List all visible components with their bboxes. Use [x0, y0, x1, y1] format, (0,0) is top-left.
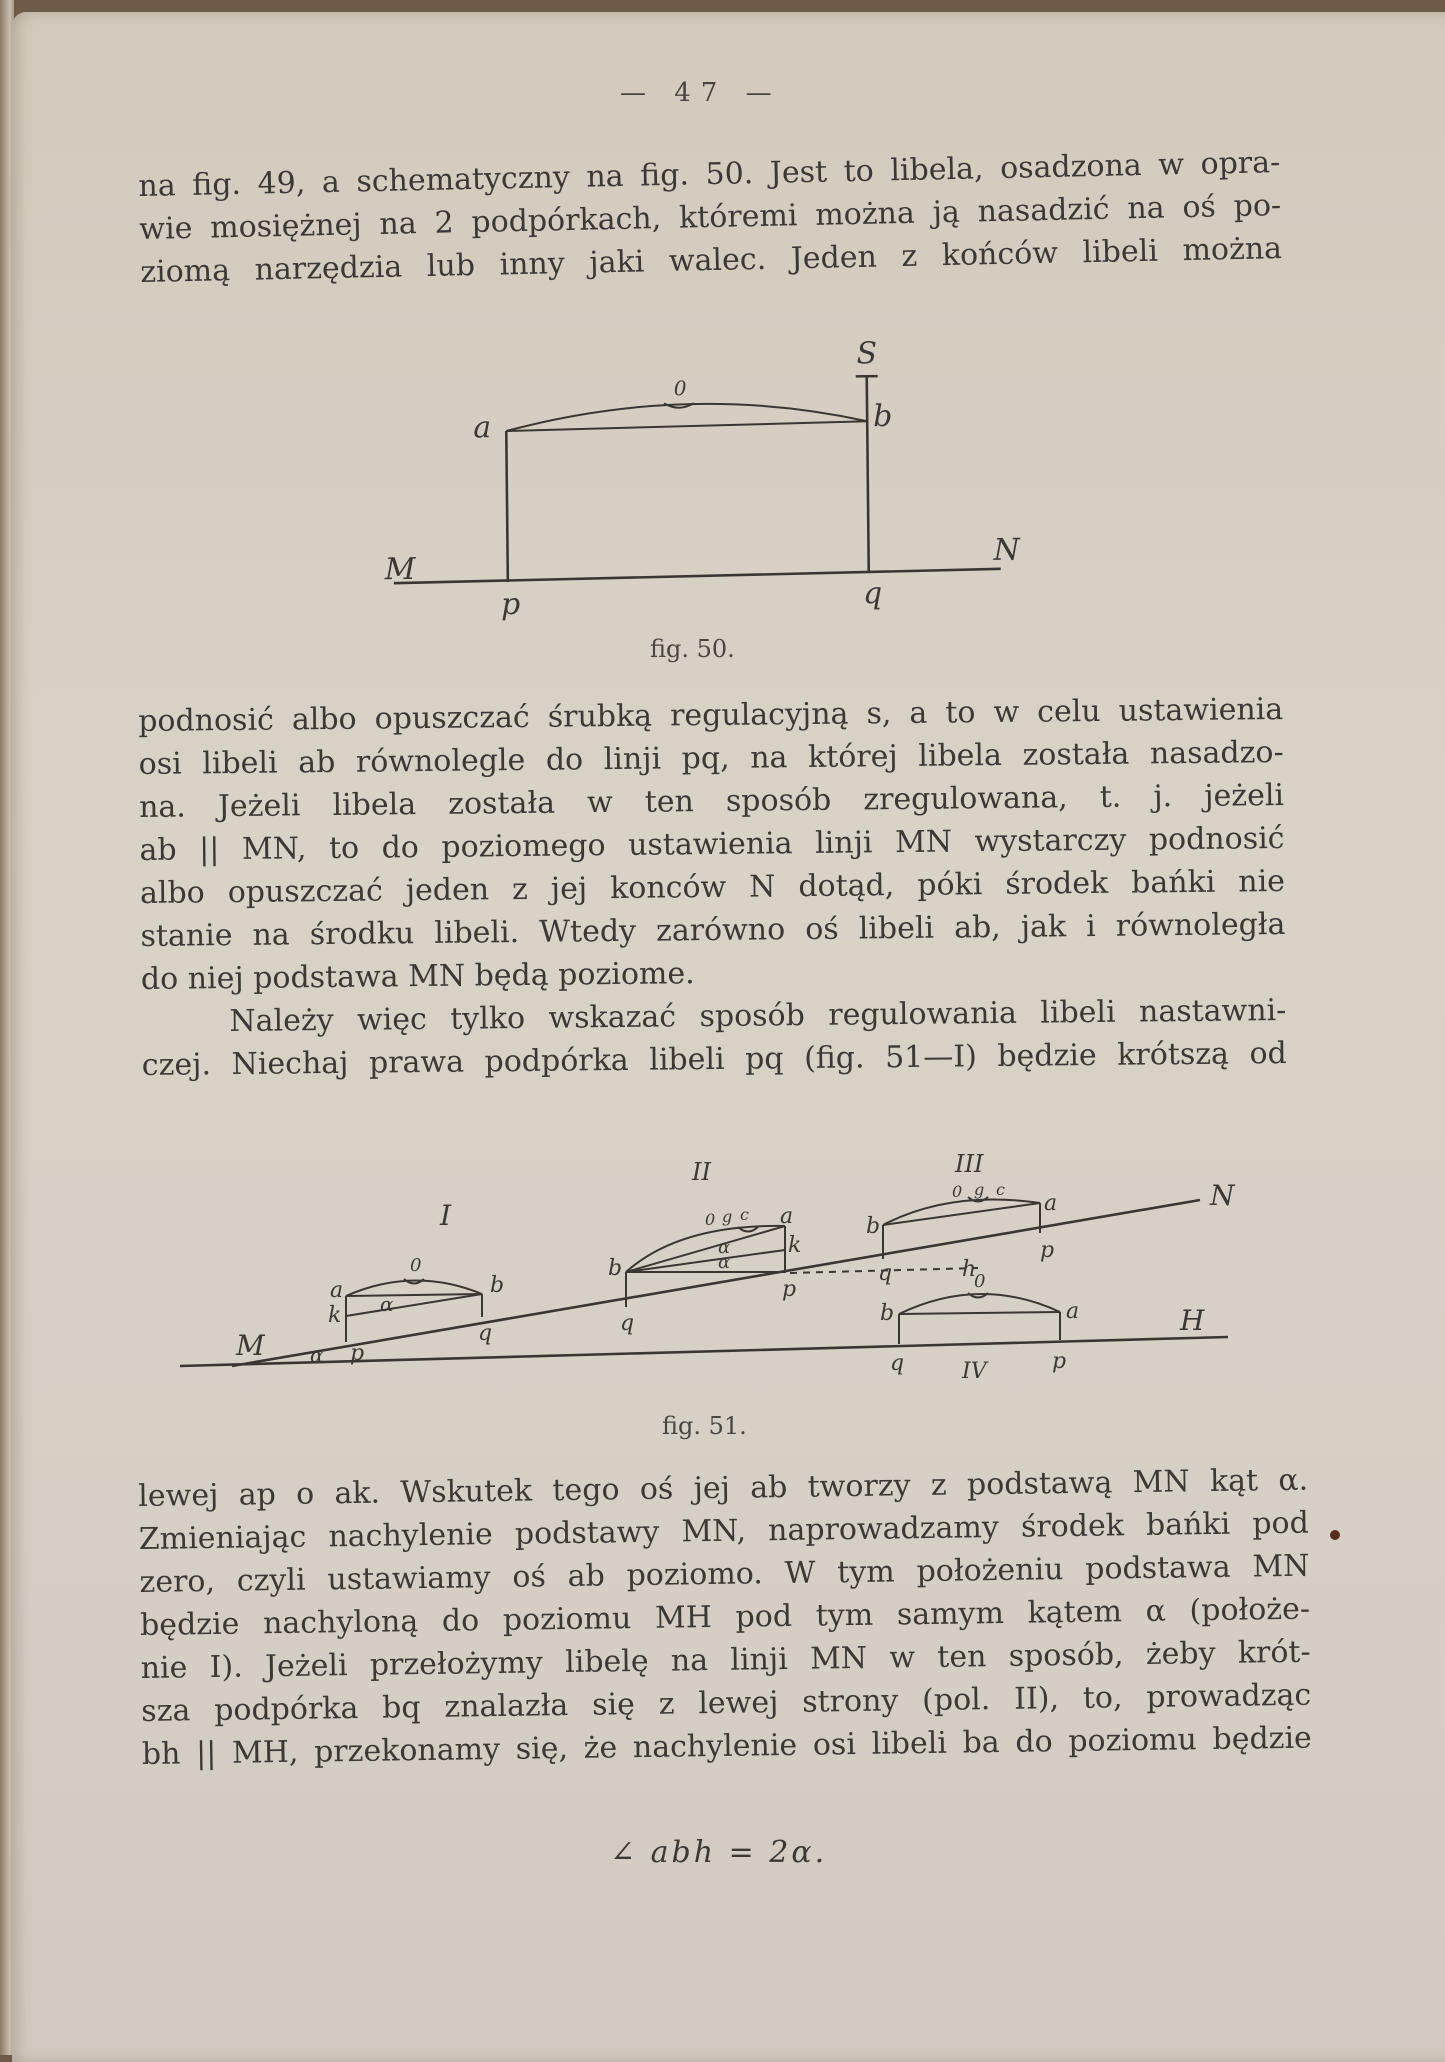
label-o: 0 [952, 1182, 962, 1201]
label-o: 0 [974, 1271, 985, 1292]
text-line: do niej podstawa MN będą poziome. [141, 946, 1286, 1001]
label-b: b [608, 1256, 622, 1281]
text-line: zero, czyli ustawiamy oś ab poziomo. W tym położeniu podstawa MN [139, 1545, 1309, 1604]
label-o: 0 [705, 1210, 715, 1229]
text-line: lewej ap o ak. Wskutek tego oś jej ab tworzy z podstawą MN kąt α. [138, 1459, 1308, 1518]
text-line: ziomą narzędzia lub inny jaki walec. Jeden z końców libeli można [140, 227, 1283, 294]
text-line: Należy więc tylko wskazać sposób regulowania libeli nastawni- [141, 989, 1286, 1044]
label-p: p [350, 1341, 364, 1366]
label-alpha: α [310, 1343, 324, 1367]
paragraph-3 [138, 1459, 1312, 1776]
label-alpha: α [380, 1292, 394, 1316]
text-line: czej. Niechaj prawa podpórka libeli pq (fig. 51—I) będzie krótszą od [142, 1032, 1287, 1087]
label-a: a [1044, 1191, 1057, 1216]
label-p: p [501, 587, 521, 622]
label-m: M [384, 552, 417, 587]
label-a: a [780, 1204, 793, 1229]
label-q: q [878, 1261, 892, 1286]
label-c: c [740, 1205, 749, 1224]
label-alpha: α [718, 1237, 730, 1258]
label-k: k [788, 1233, 801, 1258]
label-b: b [866, 1214, 880, 1239]
page-number: — 47 — [620, 78, 782, 108]
pos-label-4: IV [961, 1359, 989, 1384]
ink-spot [1330, 1530, 1340, 1540]
label-q: q [478, 1321, 492, 1346]
figure-51-caption: fig. 51. [662, 1412, 747, 1440]
pos-label-1: I [439, 1199, 452, 1232]
label-b: b [490, 1273, 504, 1298]
text-line: stanie na środku libeli. Wtedy zarówno oś libeli ab, jak i równoległa [140, 903, 1285, 958]
text-line: wie mosiężnej na 2 podpórkach, któremi można ją nasadzić na oś po- [139, 184, 1282, 251]
text-line: albo opuszczać jeden z jej konców N dotąd, póki środek bańki nie [140, 860, 1285, 915]
label-h: h [962, 1257, 976, 1282]
label-s: S [856, 336, 877, 371]
label-b: b [873, 399, 893, 434]
text-line: osi libeli ab równolegle do linji pq, na której libela została nasadzo- [138, 731, 1283, 786]
label-p: p [782, 1277, 796, 1302]
label-p: p [1040, 1238, 1054, 1263]
text-line: będzie nachyloną do poziomu MH pod tym samym kątem α (położe- [140, 1588, 1310, 1647]
label-g: g [974, 1180, 984, 1199]
text-line: sza podpórka bq znalazła się z lewej strony (pol. II), to, prowadząc [141, 1674, 1311, 1733]
text-line: ab || MN, to do poziomego ustawienia linji MN wystarczy podnosić [139, 817, 1284, 872]
label-p: p [1052, 1349, 1066, 1374]
level-position-3 [866, 1150, 1236, 1286]
text-line: bh || MH, przekonamy się, że nachylenie osi libeli ba do poziomu będzie [142, 1717, 1312, 1776]
label-m: M [235, 1329, 266, 1362]
level-position-2 [608, 1158, 801, 1336]
label-alpha: α [718, 1252, 730, 1273]
label-h-horizontal: H [1179, 1304, 1205, 1337]
label-n: N [992, 533, 1021, 568]
level-position-4 [880, 1271, 1205, 1384]
formula: ∠ abh = 2α. [610, 1835, 827, 1870]
text-line: Zmieniając nachylenie podstawy MN, naprowadzamy środek bańki pod [139, 1502, 1309, 1561]
label-a: a [330, 1278, 343, 1303]
horizontal-line-mh [180, 1337, 1228, 1366]
label-o: 0 [410, 1255, 421, 1276]
label-q: q [620, 1311, 634, 1336]
label-k: k [328, 1303, 341, 1328]
text-line: na fig. 49, a schematyczny na fig. 50. Jest to libela, osadzona w opra- [138, 141, 1281, 208]
label-c: c [996, 1180, 1005, 1199]
label-q: q [890, 1351, 904, 1376]
label-o: 0 [674, 376, 687, 400]
text-line: podnosić albo opuszczać śrubką regulacyjną s, a to w celu ustawienia [138, 688, 1283, 743]
text-line: na. Jeżeli libela została w ten sposób zregulowana, t. j. jeżeli [139, 774, 1284, 829]
label-a: a [473, 410, 491, 445]
label-n: N [1209, 1179, 1236, 1212]
label-q: q [863, 576, 883, 611]
pos-label-3: III [954, 1150, 984, 1178]
label-g: g [722, 1207, 732, 1226]
text-line: nie I). Jeżeli przełożymy libelę na linji MN w ten sposób, żeby krót- [140, 1631, 1310, 1690]
pos-label-2: II [691, 1158, 711, 1186]
figure-50-caption: fig. 50. [650, 635, 735, 663]
label-a: a [1066, 1299, 1079, 1324]
label-b: b [880, 1301, 894, 1326]
